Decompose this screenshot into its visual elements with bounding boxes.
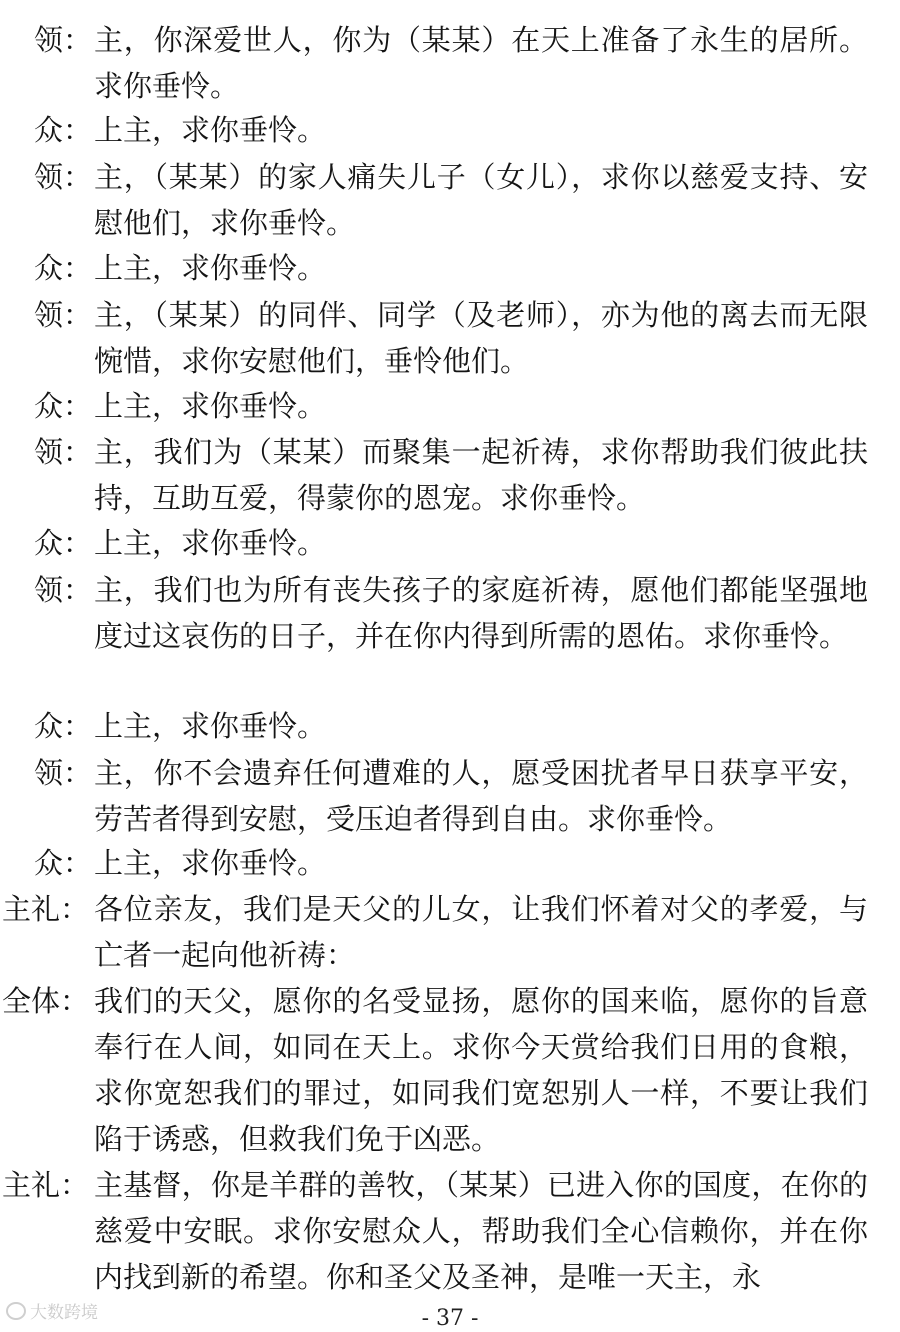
speaker-label: 众： — [34, 846, 93, 880]
speaker-label: 众： — [34, 709, 93, 743]
entry-text: 主，我们为（某某）而聚集一起祈祷，求你帮助我们彼此扶持，互助互爱，得蒙你的恩宠。求你垂怜。 — [94, 435, 868, 515]
speaker-label: 领： — [34, 23, 93, 57]
entry-text: 主，我们也为所有丧失孩子的家庭祈祷，愿他们都能坚强地度过这哀伤的日子，并在你内得到所需的恩佑。求你垂怜。 — [94, 573, 868, 653]
entry-text: 上主，求你垂怜。 — [94, 709, 327, 743]
watermark-text: 大数跨境 — [30, 1303, 98, 1323]
speaker-label: 众： — [34, 389, 93, 423]
entry-text: 上主，求你垂怜。 — [94, 113, 327, 147]
speaker-label: 领： — [34, 298, 93, 332]
entry-text: 主，你深爱世人，你为（某某）在天上准备了永生的居所。求你垂怜。 — [94, 23, 868, 103]
entry-text: 各位亲友，我们是天父的儿女，让我们怀着对父的孝爱，与亡者一起向他祈祷： — [94, 892, 868, 972]
speaker-label: 全体： — [2, 984, 90, 1018]
speaker-label: 主礼： — [2, 892, 90, 926]
entry-text: 上主，求你垂怜。 — [94, 389, 327, 423]
speaker-label: 领： — [34, 756, 93, 790]
page-number: - 37 - — [421, 1306, 479, 1331]
entry-text: 上主，求你垂怜。 — [94, 846, 327, 880]
entry-text: 主基督，你是羊群的善牧，（某某）已进入你的国度，在你的慈爱中安眠。求你安慰众人，帮助我们全心信赖你，并在你内找到新的希望。你和圣父及圣神，是唯一天主，永 — [94, 1168, 868, 1294]
speaker-label: 众： — [34, 251, 93, 285]
speaker-label: 领： — [34, 160, 93, 194]
speaker-label: 众： — [34, 526, 93, 560]
entry-text: 主，（某某）的同伴、同学（及老师），亦为他的离去而无限惋惜，求你安慰他们，垂怜他们。 — [94, 298, 868, 378]
entry-text: 主，你不会遗弃任何遭难的人，愿受困扰者早日获享平安，劳苦者得到安慰，受压迫者得到自由。求你垂怜。 — [94, 756, 868, 836]
entry-text: 上主，求你垂怜。 — [94, 526, 327, 560]
speaker-label: 众： — [34, 113, 93, 147]
entry-text: 我们的天父，愿你的名受显扬，愿你的国来临，愿你的旨意奉行在人间，如同在天上。求你今天赏给我们日用的食粮，求你宽恕我们的罪过，如同我们宽恕别人一样，不要让我们陷于诱惑，但救我们免于凶恶。 — [94, 984, 868, 1156]
speaker-label: 领： — [34, 435, 93, 469]
entry-text: 上主，求你垂怜。 — [94, 251, 327, 285]
speaker-label: 主礼： — [2, 1168, 90, 1202]
entry-text: 主，（某某）的家人痛失儿子（女儿），求你以慈爱支持、安慰他们，求你垂怜。 — [94, 160, 868, 240]
speaker-label: 领： — [34, 573, 93, 607]
